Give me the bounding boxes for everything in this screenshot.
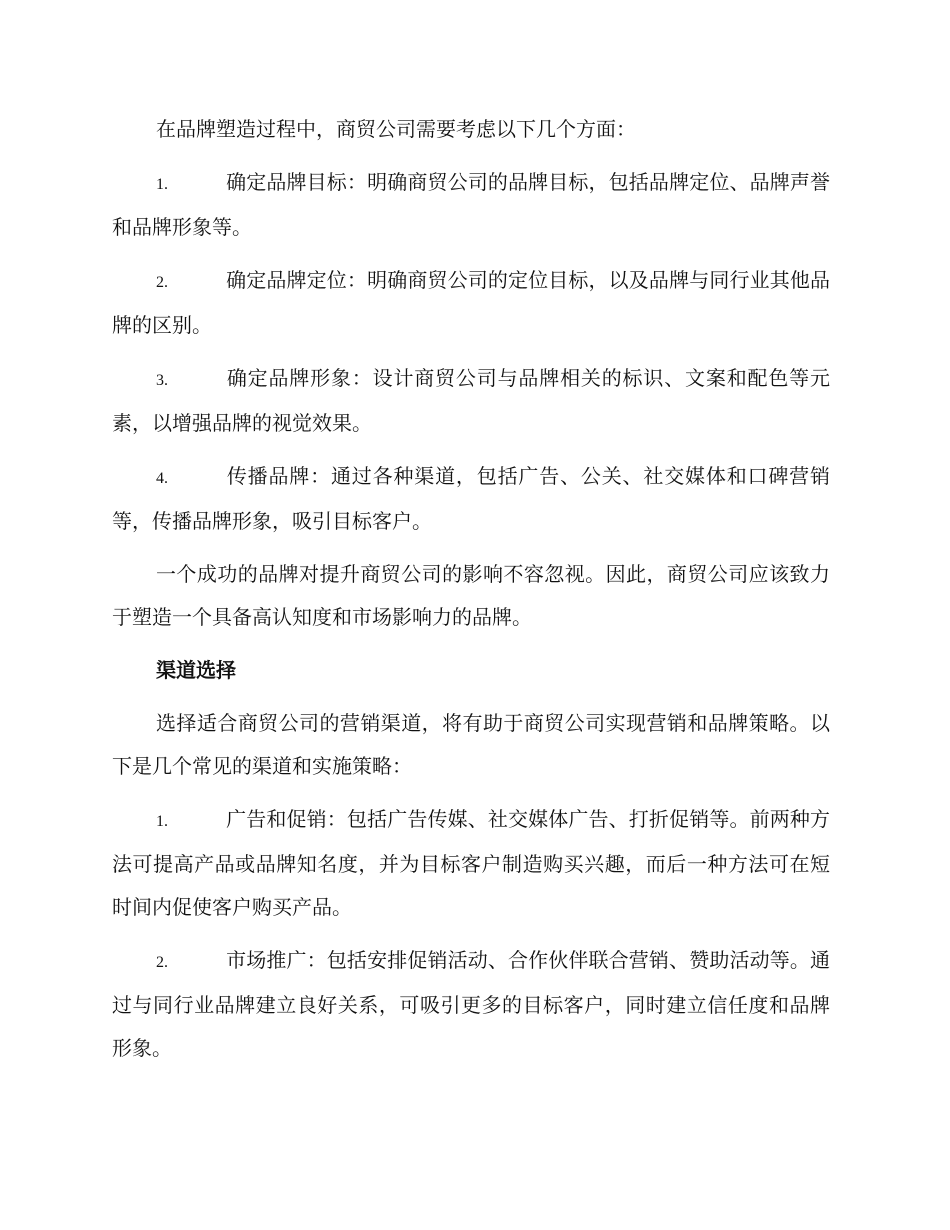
list-item-number: 2. (156, 954, 168, 971)
list-item-number: 2. (156, 274, 168, 291)
section1-conclusion: 一个成功的品牌对提升商贸公司的影响不容忽视。因此，商贸公司应该致力于塑造一个具备高认知度和市场影响力的品牌。 (112, 562, 830, 629)
list-item-number: 1. (156, 176, 168, 193)
list-item-text: 广告和促销：包括广告传媒、社交媒体广告、打折促销等。前两种方法可提高产品或品牌知名度，并为目标客户制造购买兴趣，而后一种方法可在短时间内促使客户购买产品。 (112, 807, 830, 919)
list-item-text: 确定品牌定位：明确商贸公司的定位目标，以及品牌与同行业其他品牌的区别。 (112, 268, 830, 337)
list-item-number: 4. (156, 470, 168, 487)
list-item-number: 3. (156, 372, 168, 389)
section1-intro: 在品牌塑造过程中，商贸公司需要考虑以下几个方面： (156, 117, 636, 141)
list-item-text: 确定品牌形象：设计商贸公司与品牌相关的标识、文案和配色等元素，以增强品牌的视觉效果。 (112, 366, 830, 435)
list-item-text: 传播品牌：通过各种渠道，包括广告、公关、社交媒体和口碑营销等，传播品牌形象，吸引目标客户。 (112, 464, 830, 533)
list-item (112, 161, 830, 249)
list-item-text: 市场推广：包括安排促销活动、合作伙伴联合营销、赞助活动等。通过与同行业品牌建立良好关系，可吸引更多的目标客户，同时建立信任度和品牌形象。 (112, 948, 830, 1060)
list-item (112, 455, 830, 543)
list-item-text: 确定品牌目标：明确商贸公司的品牌目标，包括品牌定位、品牌声誉和品牌形象等。 (112, 170, 830, 239)
list-item (112, 259, 830, 347)
list-item (112, 798, 830, 929)
section-heading: 渠道选择 (156, 658, 236, 682)
list-item (112, 357, 830, 445)
list-item-number: 1. (156, 813, 168, 830)
list-item (112, 939, 830, 1070)
section2-intro: 选择适合商贸公司的营销渠道，将有助于商贸公司实现营销和品牌策略。以下是几个常见的渠道和实施策略： (112, 711, 830, 778)
